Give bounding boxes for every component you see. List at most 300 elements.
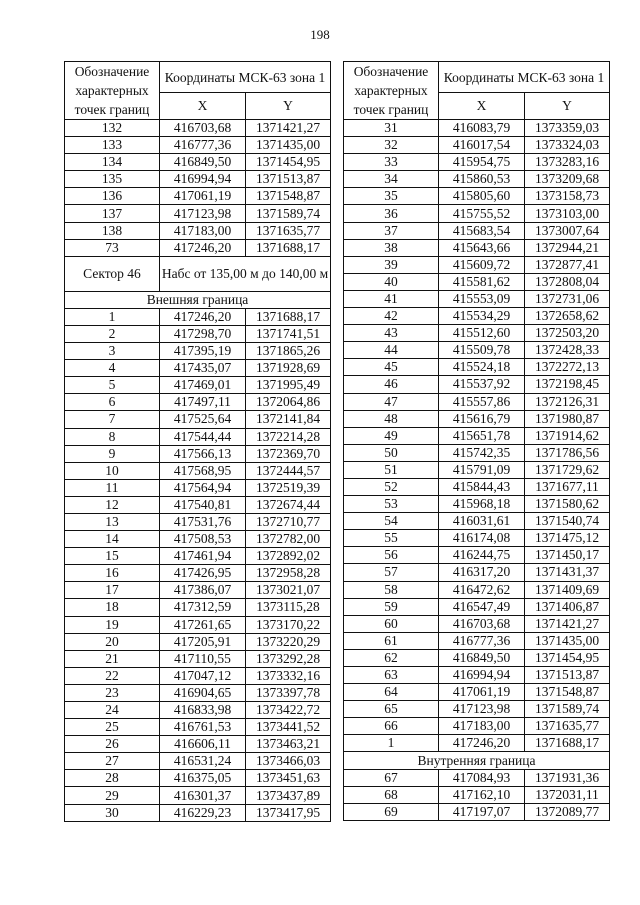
x-coordinate-cell: 415651,78: [439, 427, 525, 444]
table-row: [65, 719, 331, 736]
x-coordinate-cell: 416703,68: [160, 120, 246, 137]
y-coordinate-cell: 1372428,33: [525, 342, 610, 359]
table-row: [344, 649, 610, 666]
y-coordinate-cell: 1371435,00: [246, 137, 331, 154]
x-coordinate-cell: 416244,75: [439, 547, 525, 564]
x-coordinate-cell: 417047,12: [160, 667, 246, 684]
table-row: [344, 718, 610, 735]
point-number-cell: 8: [65, 428, 160, 445]
x-coordinate-cell: 416174,08: [439, 530, 525, 547]
table-row: [344, 154, 610, 171]
y-coordinate-cell: 1372064,86: [246, 394, 331, 411]
x-coordinate-cell: 417540,81: [160, 496, 246, 513]
x-coordinate-cell: 417568,95: [160, 462, 246, 479]
x-coordinate-cell: 417426,95: [160, 565, 246, 582]
point-number-cell: 53: [344, 496, 439, 513]
table-row: [344, 222, 610, 239]
y-coordinate-cell: 1373422,72: [246, 702, 331, 719]
table-row: [65, 650, 331, 667]
point-number-cell: 25: [65, 719, 160, 736]
x-coordinate-cell: 417246,20: [439, 735, 525, 752]
table-row: [65, 154, 331, 171]
point-number-cell: 32: [344, 137, 439, 154]
table-row: [344, 769, 610, 786]
x-coordinate-cell: 415860,53: [439, 171, 525, 188]
point-number-cell: 49: [344, 427, 439, 444]
y-coordinate-cell: 1371454,95: [246, 154, 331, 171]
point-number-cell: 57: [344, 564, 439, 581]
x-coordinate-cell: 415534,29: [439, 308, 525, 325]
table-row: [344, 496, 610, 513]
point-number-cell: 47: [344, 393, 439, 410]
y-column-header: Y: [525, 93, 610, 120]
table-row: [344, 239, 610, 256]
table-row: [65, 239, 331, 256]
point-number-cell: 1: [65, 308, 160, 325]
point-number-cell: 27: [65, 753, 160, 770]
x-coordinate-cell: 415755,52: [439, 205, 525, 222]
x-coordinate-cell: 417183,00: [439, 718, 525, 735]
y-coordinate-cell: 1372141,84: [246, 411, 331, 428]
point-number-cell: 1: [344, 735, 439, 752]
point-number-cell: 132: [65, 120, 160, 137]
x-coordinate-cell: 415553,09: [439, 290, 525, 307]
y-coordinate-cell: 1371454,95: [525, 649, 610, 666]
y-coordinate-cell: 1371677,11: [525, 478, 610, 495]
x-coordinate-cell: 416777,36: [160, 137, 246, 154]
y-coordinate-cell: 1371450,17: [525, 547, 610, 564]
point-number-cell: 35: [344, 188, 439, 205]
point-number-cell: 3: [65, 343, 160, 360]
y-coordinate-cell: 1371786,56: [525, 444, 610, 461]
y-coordinate-cell: 1371931,36: [525, 769, 610, 786]
point-number-cell: 68: [344, 786, 439, 803]
point-number-cell: 58: [344, 581, 439, 598]
point-number-cell: 45: [344, 359, 439, 376]
y-coordinate-cell: 1373451,63: [246, 770, 331, 787]
x-coordinate-cell: 417566,13: [160, 445, 246, 462]
y-coordinate-cell: 1371513,87: [525, 667, 610, 684]
y-coordinate-cell: 1372503,20: [525, 325, 610, 342]
point-number-cell: 43: [344, 325, 439, 342]
y-coordinate-cell: 1371435,00: [525, 632, 610, 649]
point-number-cell: 63: [344, 667, 439, 684]
y-coordinate-cell: 1371688,17: [246, 308, 331, 325]
table-row: [65, 804, 331, 821]
y-coordinate-cell: 1373283,16: [525, 154, 610, 171]
y-coordinate-cell: 1373441,52: [246, 719, 331, 736]
y-coordinate-cell: 1371688,17: [525, 735, 610, 752]
table-row: [344, 684, 610, 701]
x-coordinate-cell: 415616,79: [439, 410, 525, 427]
point-number-cell: 133: [65, 137, 160, 154]
table-row: [344, 120, 610, 137]
x-coordinate-cell: 417312,59: [160, 599, 246, 616]
x-coordinate-cell: 417261,65: [160, 616, 246, 633]
x-coordinate-cell: 416904,65: [160, 684, 246, 701]
x-coordinate-cell: 415537,92: [439, 376, 525, 393]
table-row: [65, 120, 331, 137]
y-coordinate-cell: 1371548,87: [246, 188, 331, 205]
table-row: [65, 736, 331, 753]
coordinate-system-header: Координаты МСК-63 зона 1: [160, 62, 331, 93]
point-number-cell: 14: [65, 531, 160, 548]
point-number-cell: 52: [344, 478, 439, 495]
x-coordinate-cell: 415844,43: [439, 478, 525, 495]
y-coordinate-cell: 1372272,13: [525, 359, 610, 376]
y-coordinate-cell: 1372877,41: [525, 256, 610, 273]
table-row: [65, 308, 331, 325]
point-number-cell: 69: [344, 803, 439, 820]
point-number-cell: 36: [344, 205, 439, 222]
table-row: [344, 667, 610, 684]
point-number-cell: 21: [65, 650, 160, 667]
x-coordinate-cell: 415791,09: [439, 461, 525, 478]
table-row: [344, 325, 610, 342]
point-number-cell: 19: [65, 616, 160, 633]
table-row: [344, 171, 610, 188]
x-coordinate-cell: 416606,11: [160, 736, 246, 753]
y-coordinate-cell: 1373417,95: [246, 804, 331, 821]
y-coordinate-cell: 1372214,28: [246, 428, 331, 445]
x-coordinate-cell: 415557,86: [439, 393, 525, 410]
table-row: [344, 632, 610, 649]
y-coordinate-cell: 1371421,27: [246, 120, 331, 137]
y-coordinate-cell: 1372944,21: [525, 239, 610, 256]
x-coordinate-cell: 415509,78: [439, 342, 525, 359]
y-coordinate-cell: 1373437,89: [246, 787, 331, 804]
table-row: [344, 137, 610, 154]
y-coordinate-cell: 1371729,62: [525, 461, 610, 478]
inner-boundary-label-row: [344, 752, 610, 769]
y-coordinate-cell: 1371914,62: [525, 427, 610, 444]
x-coordinate-cell: 417386,07: [160, 582, 246, 599]
y-coordinate-cell: 1372126,31: [525, 393, 610, 410]
table-row: [344, 393, 610, 410]
y-coordinate-cell: 1373466,03: [246, 753, 331, 770]
sector-label: Сектор 46: [65, 256, 160, 291]
x-coordinate-cell: 417061,19: [160, 188, 246, 205]
point-number-cell: 44: [344, 342, 439, 359]
table-row: [344, 427, 610, 444]
x-coordinate-cell: 416849,50: [439, 649, 525, 666]
point-number-cell: 37: [344, 222, 439, 239]
point-number-cell: 16: [65, 565, 160, 582]
point-number-cell: 51: [344, 461, 439, 478]
x-coordinate-cell: 417469,01: [160, 377, 246, 394]
y-coordinate-cell: 1371580,62: [525, 496, 610, 513]
table-row: [344, 598, 610, 615]
point-number-cell: 62: [344, 649, 439, 666]
table-row: [65, 565, 331, 582]
x-coordinate-cell: 417531,76: [160, 513, 246, 530]
y-coordinate-cell: 1371431,37: [525, 564, 610, 581]
x-coordinate-cell: 417110,55: [160, 650, 246, 667]
x-coordinate-cell: 416994,94: [439, 667, 525, 684]
table-row: [65, 343, 331, 360]
y-coordinate-cell: 1371540,74: [525, 513, 610, 530]
y-coordinate-cell: 1373170,22: [246, 616, 331, 633]
x-coordinate-cell: 415609,72: [439, 256, 525, 273]
table-row: [65, 171, 331, 188]
point-designation-header: Обозначение характерных точек границ: [344, 62, 439, 120]
point-number-cell: 7: [65, 411, 160, 428]
table-row: [344, 188, 610, 205]
point-number-cell: 18: [65, 599, 160, 616]
x-coordinate-cell: 416761,53: [160, 719, 246, 736]
point-number-cell: 64: [344, 684, 439, 701]
point-number-cell: 31: [344, 120, 439, 137]
y-coordinate-cell: 1371475,12: [525, 530, 610, 547]
y-coordinate-cell: 1373007,64: [525, 222, 610, 239]
x-coordinate-cell: 417123,98: [160, 205, 246, 222]
coordinates-table-right: [343, 61, 610, 821]
y-coordinate-cell: 1373158,73: [525, 188, 610, 205]
point-number-cell: 22: [65, 667, 160, 684]
table-row: [65, 360, 331, 377]
coordinates-table-left: [64, 61, 331, 822]
table-row: [65, 325, 331, 342]
y-coordinate-cell: 1372808,04: [525, 273, 610, 290]
point-number-cell: 40: [344, 273, 439, 290]
point-number-cell: 10: [65, 462, 160, 479]
x-coordinate-cell: 417197,07: [439, 803, 525, 820]
x-coordinate-cell: 416777,36: [439, 632, 525, 649]
x-coordinate-cell: 416317,20: [439, 564, 525, 581]
y-coordinate-cell: 1373021,07: [246, 582, 331, 599]
point-number-cell: 138: [65, 222, 160, 239]
x-coordinate-cell: 416547,49: [439, 598, 525, 615]
x-coordinate-cell: 417461,94: [160, 548, 246, 565]
table-row: [65, 445, 331, 462]
table-row: [65, 702, 331, 719]
point-number-cell: 135: [65, 171, 160, 188]
table-row: [344, 564, 610, 581]
table-row: [65, 496, 331, 513]
point-number-cell: 73: [65, 239, 160, 256]
y-coordinate-cell: 1372731,06: [525, 290, 610, 307]
point-number-cell: 59: [344, 598, 439, 615]
y-coordinate-cell: 1371409,69: [525, 581, 610, 598]
x-coordinate-cell: 416849,50: [160, 154, 246, 171]
table-row: [65, 531, 331, 548]
table-row: [65, 582, 331, 599]
x-coordinate-cell: 415968,18: [439, 496, 525, 513]
x-coordinate-cell: 417246,20: [160, 239, 246, 256]
table-row: [344, 786, 610, 803]
x-coordinate-cell: 417564,94: [160, 479, 246, 496]
x-coordinate-cell: 416301,37: [160, 787, 246, 804]
y-coordinate-cell: 1372710,77: [246, 513, 331, 530]
y-coordinate-cell: 1372658,62: [525, 308, 610, 325]
table-row: [344, 701, 610, 718]
point-number-cell: 33: [344, 154, 439, 171]
table-row: [344, 342, 610, 359]
table-row: [65, 599, 331, 616]
table-row: [344, 256, 610, 273]
outer-boundary-label-row: [65, 291, 331, 308]
y-coordinate-cell: 1372444,57: [246, 462, 331, 479]
x-coordinate-cell: 415954,75: [439, 154, 525, 171]
table-row: [344, 359, 610, 376]
table-row: [65, 428, 331, 445]
table-row: [65, 222, 331, 239]
y-coordinate-cell: 1371688,17: [246, 239, 331, 256]
y-coordinate-cell: 1372198,45: [525, 376, 610, 393]
table-row: [65, 616, 331, 633]
x-coordinate-cell: 416031,61: [439, 513, 525, 530]
table-row: [65, 753, 331, 770]
x-coordinate-cell: 415742,35: [439, 444, 525, 461]
point-number-cell: 50: [344, 444, 439, 461]
table-row: [65, 479, 331, 496]
table-row: [344, 581, 610, 598]
table-row: [344, 290, 610, 307]
x-coordinate-cell: 417084,93: [439, 769, 525, 786]
point-number-cell: 67: [344, 769, 439, 786]
point-number-cell: 11: [65, 479, 160, 496]
y-coordinate-cell: 1371513,87: [246, 171, 331, 188]
y-coordinate-cell: 1373209,68: [525, 171, 610, 188]
table-row: [344, 461, 610, 478]
outer-boundary-label: Внешняя граница: [65, 291, 331, 308]
table-row: [65, 667, 331, 684]
x-coordinate-cell: 416833,98: [160, 702, 246, 719]
sector-row: [65, 256, 331, 291]
x-coordinate-cell: 417298,70: [160, 325, 246, 342]
x-coordinate-cell: 417525,64: [160, 411, 246, 428]
point-number-cell: 41: [344, 290, 439, 307]
table-row: [65, 377, 331, 394]
y-coordinate-cell: 1371741,51: [246, 325, 331, 342]
table-row: [344, 376, 610, 393]
y-coordinate-cell: 1373115,28: [246, 599, 331, 616]
point-number-cell: 46: [344, 376, 439, 393]
x-coordinate-cell: 415643,66: [439, 239, 525, 256]
table-row: [344, 410, 610, 427]
y-coordinate-cell: 1372031,11: [525, 786, 610, 803]
y-coordinate-cell: 1373220,29: [246, 633, 331, 650]
y-coordinate-cell: 1373324,03: [525, 137, 610, 154]
point-number-cell: 20: [65, 633, 160, 650]
y-column-header: Y: [246, 93, 331, 120]
y-coordinate-cell: 1372892,02: [246, 548, 331, 565]
point-number-cell: 6: [65, 394, 160, 411]
table-row: [65, 137, 331, 154]
point-number-cell: 34: [344, 171, 439, 188]
x-coordinate-cell: 415581,62: [439, 273, 525, 290]
table-row: [344, 273, 610, 290]
x-coordinate-cell: 416531,24: [160, 753, 246, 770]
sector-height-range: Набс от 135,00 м до 140,00 м: [160, 256, 331, 291]
x-coordinate-cell: 415512,60: [439, 325, 525, 342]
x-coordinate-cell: 417123,98: [439, 701, 525, 718]
table-row: [344, 478, 610, 495]
y-coordinate-cell: 1373463,21: [246, 736, 331, 753]
point-number-cell: 17: [65, 582, 160, 599]
table-row: [344, 615, 610, 632]
y-coordinate-cell: 1373359,03: [525, 120, 610, 137]
y-coordinate-cell: 1371635,77: [246, 222, 331, 239]
table-row: [344, 513, 610, 530]
y-coordinate-cell: 1372958,28: [246, 565, 331, 582]
y-coordinate-cell: 1373103,00: [525, 205, 610, 222]
y-coordinate-cell: 1371589,74: [246, 205, 331, 222]
point-number-cell: 26: [65, 736, 160, 753]
x-coordinate-cell: 416703,68: [439, 615, 525, 632]
table-row: [344, 308, 610, 325]
y-coordinate-cell: 1371406,87: [525, 598, 610, 615]
y-coordinate-cell: 1373332,16: [246, 667, 331, 684]
x-coordinate-cell: 417183,00: [160, 222, 246, 239]
x-coordinate-cell: 416472,62: [439, 581, 525, 598]
point-number-cell: 65: [344, 701, 439, 718]
y-coordinate-cell: 1371635,77: [525, 718, 610, 735]
table-row: [65, 633, 331, 650]
y-coordinate-cell: 1373397,78: [246, 684, 331, 701]
y-coordinate-cell: 1372089,77: [525, 803, 610, 820]
table-row: [344, 547, 610, 564]
y-coordinate-cell: 1371995,49: [246, 377, 331, 394]
point-number-cell: 39: [344, 256, 439, 273]
table-row: [65, 548, 331, 565]
y-coordinate-cell: 1371421,27: [525, 615, 610, 632]
table-row: [65, 205, 331, 222]
x-coordinate-cell: 415524,18: [439, 359, 525, 376]
table-row: [65, 462, 331, 479]
point-number-cell: 55: [344, 530, 439, 547]
x-coordinate-cell: 417435,07: [160, 360, 246, 377]
table-row: [65, 188, 331, 205]
inner-boundary-label: Внутренняя граница: [344, 752, 610, 769]
point-number-cell: 5: [65, 377, 160, 394]
x-coordinate-cell: 417508,53: [160, 531, 246, 548]
table-row: [344, 803, 610, 820]
x-coordinate-cell: 417395,19: [160, 343, 246, 360]
y-coordinate-cell: 1371548,87: [525, 684, 610, 701]
y-coordinate-cell: 1372369,70: [246, 445, 331, 462]
table-row: [344, 530, 610, 547]
x-coordinate-cell: 417205,91: [160, 633, 246, 650]
page-number: 198: [310, 27, 330, 42]
table-row: [65, 394, 331, 411]
table-row: [65, 411, 331, 428]
point-number-cell: 134: [65, 154, 160, 171]
point-designation-header: Обозначение характерных точек границ: [65, 62, 160, 120]
x-column-header: X: [439, 93, 525, 120]
point-number-cell: 12: [65, 496, 160, 513]
x-coordinate-cell: 417162,10: [439, 786, 525, 803]
point-number-cell: 9: [65, 445, 160, 462]
table-row: [65, 770, 331, 787]
point-number-cell: 60: [344, 615, 439, 632]
table-row: [65, 787, 331, 804]
x-coordinate-cell: 417544,44: [160, 428, 246, 445]
point-number-cell: 23: [65, 684, 160, 701]
point-number-cell: 2: [65, 325, 160, 342]
point-number-cell: 30: [65, 804, 160, 821]
x-coordinate-cell: 415683,54: [439, 222, 525, 239]
table-row: [65, 513, 331, 530]
point-number-cell: 54: [344, 513, 439, 530]
x-column-header: X: [160, 93, 246, 120]
point-number-cell: 24: [65, 702, 160, 719]
y-coordinate-cell: 1371589,74: [525, 701, 610, 718]
point-number-cell: 13: [65, 513, 160, 530]
table-row: [344, 735, 610, 752]
x-coordinate-cell: 417497,11: [160, 394, 246, 411]
point-number-cell: 42: [344, 308, 439, 325]
